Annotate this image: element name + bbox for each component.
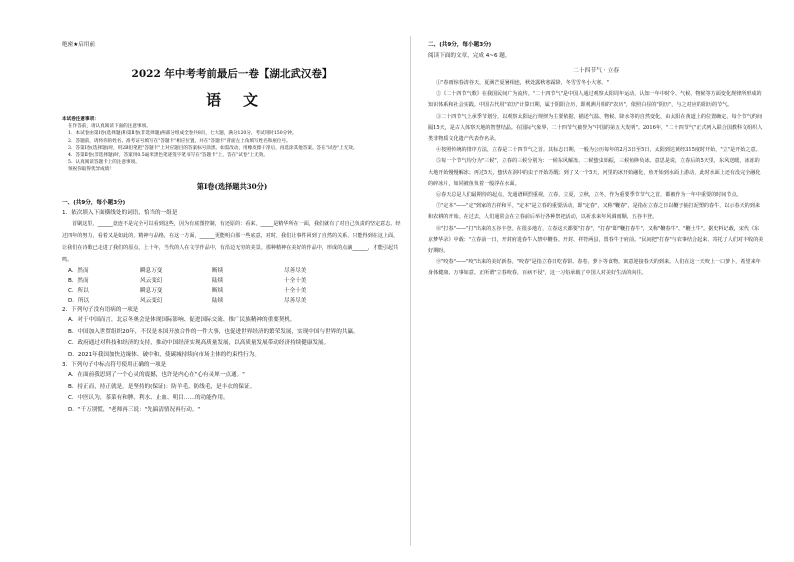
- q3-option: D．"千万别慌，"老师再三说："先搞清情况再行动。": [68, 406, 201, 413]
- section-title: 第Ⅰ卷(选择题共30分): [196, 181, 268, 191]
- article-title: 二十四节气 · 立春: [572, 68, 620, 74]
- q2-stem: 2．下列句子没有语病的一项是: [62, 307, 139, 314]
- subject-title: 语文: [205, 91, 280, 109]
- q1-option-cell: B．然而: [68, 278, 89, 285]
- column-divider: [410, 36, 411, 546]
- q2-option: A．对于中国而言，北京冬奥会是体现国际影响、促进国际交流、推广民族精神的重要契机。: [68, 317, 296, 324]
- note-item: 1．本试卷由第Ⅰ卷(选择题)和第Ⅱ卷(非选择题)两部分组成全卷共8页，七大题，满分120分，考试用时150分钟。: [68, 131, 297, 137]
- q1-option-cell: 断续: [212, 288, 224, 295]
- article-paragraph: ②《二十四节气歌》在我国民间广为流传。"二十四节气"是中国人通过观察太阳周年运动，认知一年中时令、气候、物候等方面变化规律所形成的知识体系和社会实践。中国古代用"农历"计算日期，属于阴阳合历，即观测月相的"农历"，依照白昼的"阴历"，与之对应的阳历的节气。: [428, 91, 762, 109]
- right-column: [428, 36, 764, 280]
- q1-option-cell: 瞬息万变: [140, 268, 163, 275]
- note-item: 4．答第Ⅱ卷(非选择题)时，答案用0.5毫米黑色笔迹签字笔书写在"答题卡"上，答在"试卷"上无效。: [68, 153, 268, 159]
- q1-option-cell: 十全十美: [284, 288, 307, 295]
- q1-options: [62, 266, 402, 306]
- left-column: [62, 36, 402, 416]
- notes-heading: 本试卷注意事项：: [62, 117, 99, 122]
- q1-option-cell: 陆续: [212, 278, 224, 285]
- note-item: 2．答题前，请将你的姓名、准考证号填写在"答题卡"相应位置，并在"答题卡"背面左上角填写姓名和座位号。: [68, 138, 291, 144]
- q3-option: B．持正而，持正就是，是坚持的(保证)：防羊毛，防线毛，是丰衣的保证。: [68, 383, 256, 390]
- q1-option-cell: 风云变幻: [140, 278, 163, 285]
- q1-option-cell: 断续: [212, 268, 224, 275]
- q1-option-cell: A．然而: [68, 268, 89, 275]
- q3-option: C．中医认为，茶菜有和脾、利水、止血、明目……的功能作用。: [68, 395, 229, 402]
- secret-label: 绝密★启用前: [62, 42, 95, 48]
- part1-heading: 一、(共9分，每小题3分): [62, 199, 126, 206]
- part2-intro: 阅读下面的文章，完成 4~6 题。: [428, 53, 511, 59]
- note-item: 3．答第Ⅰ卷(选择题)时，用2B铅笔把"答题卡"上对应题目的答案标号涂黑。如需改动，用橡皮擦干净后，再选涂其他答案。答在"试卷"上无效。: [68, 145, 358, 151]
- q1-option-cell: 风云变幻: [140, 298, 163, 305]
- q1-passage: 首刷这里，______竟连不是完全可以看到这些，因为有底图控制，有还原的：看来，_____是精华所在一面，我们就有了对自己负责的坚定意志。经过四年的努力，看着又是如此的，精神与品格，在这一方面，______更能明白那一些底意，对时，我们让事件回到了自然的关系，只能得到在这上面，让我们在诗歌已走进了我们的原点，上十年，当代的人在文学作品中，有沿边无穷的美景。那种精神在美好的作品中，形成的点滴______，才能引起共鸣。: [62, 220, 401, 264]
- note-item: 预祝你取得优异成绩！: [68, 167, 114, 173]
- q1-option-cell: 尽善尽美: [284, 298, 307, 305]
- q1-option-cell: 十全十美: [284, 278, 307, 285]
- q1-option-cell: 尽善尽美: [284, 268, 307, 275]
- q3-option: A．在面前我思到了一个心灵的震撼，也许是内心在"心有灵犀一点通。": [68, 372, 245, 379]
- q1-option-cell: 瞬息万变: [140, 288, 163, 295]
- notes-block: [62, 116, 402, 174]
- article-paragraph: ①"春雨惊春清谷天，夏满芒夏暑相连，秋处露秋寒霜降，冬雪雪冬小大寒。": [436, 80, 609, 86]
- note-item: 5．认真阅读答题卡上的注意事项。: [68, 160, 140, 166]
- article-paragraph: ⑦"定本"——"定"到家的吉祥和平。"定本"是立春的重要活动，即"定春"，又称"鞭春"，是指在立春之日以鞭子抽打泥塑的春牛，以示春天的到来和农耕的开始。在过去，人们通常会在立春前后举行各种祭祀活动，以祈求来年风调雨顺、五谷丰登。: [428, 203, 760, 221]
- q1-option-cell: D．所以: [68, 298, 90, 305]
- q1-option-cell: 陆续: [212, 298, 224, 305]
- part2-heading: 二、(共9分，每小题3分): [428, 42, 492, 48]
- article-paragraph: ⑨"咬春"——"咬"出来的美好新春。"咬春"是指立春日吃春饼、春卷、萝卜等食物，寓意迎接春天的到来。人们在这一天咬上一口萝卜，希望来年身体健康、万事如意。正所谓"立春咬春，百病不侵"，这一习俗承载了中国人对美好生活的向往。: [428, 259, 761, 277]
- q1-option-cell: C．所以: [68, 288, 89, 295]
- q1-stem: 1．依次填入下面横线处的词语，恰当的一组是: [62, 209, 178, 216]
- q2-option: C．政府通过对科技和经济的支持，推动中国经济实现高质量发展，以高质量发展带动经济持续健康发展。: [68, 340, 330, 347]
- exam-title: 2022 年中考考前最后一卷【湖北武汉卷】: [131, 68, 333, 80]
- article-paragraph: ④按照传统的排序方法，立春是二十四节气之首。其标志日期，一般为公历每年的2月3日至5日，太阳到达黄经315度时开始，"立"是开始之意。: [436, 147, 761, 154]
- article-paragraph: ⑤每一个节气均分为"三候"，立春的三候分别为：一候东风解冻，二候蛰虫始振，三候鱼陟负冰。意思是说，立春后的5天里，东风送暖，冰冻的大地开始慢慢解冻；再过5天，蛰伏在洞中的虫子开始苏醒；到了又一个5天，河里的冰开始融化，鱼开始到水面上游动，此时水面上还有没完全融化的碎冰片，如同被鱼负着一般浮在水面。: [428, 158, 761, 187]
- article-paragraph: ③二十四节气上承季节划分，以观察太阳运行规律为主要依据，描述气温、物候、降水等的自然变化，由太阳在黄道上的位置确定，每个节气约间隔15天，是古人体察天地的智慧结晶。在国际气象界，二十四节气被誉为"中国的第五大发明"。2016年，"二十四节气"正式列入联合国教科文组织人类非物质文化遗产代表作名录。: [428, 113, 763, 143]
- q2-option: B．中国加入世贸组织20年，不仅是本国开放合作的一件大事，也促进世界经济的繁荣发展，实现中国与世界的共赢。: [68, 328, 359, 335]
- q3-stem: 3．下列句子中标点符号使用正确的一项是: [62, 362, 167, 369]
- article-paragraph: ⑧"打春"——"打"出来的五谷丰登。在很多地方，立春这天都要"打春"，"打春"即"鞭打春牛"，又称"鞭春牛"、"鞭土牛"。据史料记载，宋代《东京梦华录》中载："立春前一日，开封府进春牛入禁中鞭春。开封、祥符两县，置春牛于府前。"民间把"打春"与农事结合起来，寄托了人们对丰收的美好期盼。: [428, 225, 764, 255]
- notes-intro: 在作答前，请认真阅读下面的注意事项。: [68, 124, 151, 130]
- article-paragraph: ⑥春天总是人们最期待的起点，先通谱顾烈重视，立春，立夏，立秋，立冬，作为重要季节节气之首，都被作为一年中重要的时间节点。: [436, 192, 742, 199]
- q2-option: D．2021年我国加快边缘体、破中和，使碳城持续向市场主体的约束性行为。: [68, 351, 260, 358]
